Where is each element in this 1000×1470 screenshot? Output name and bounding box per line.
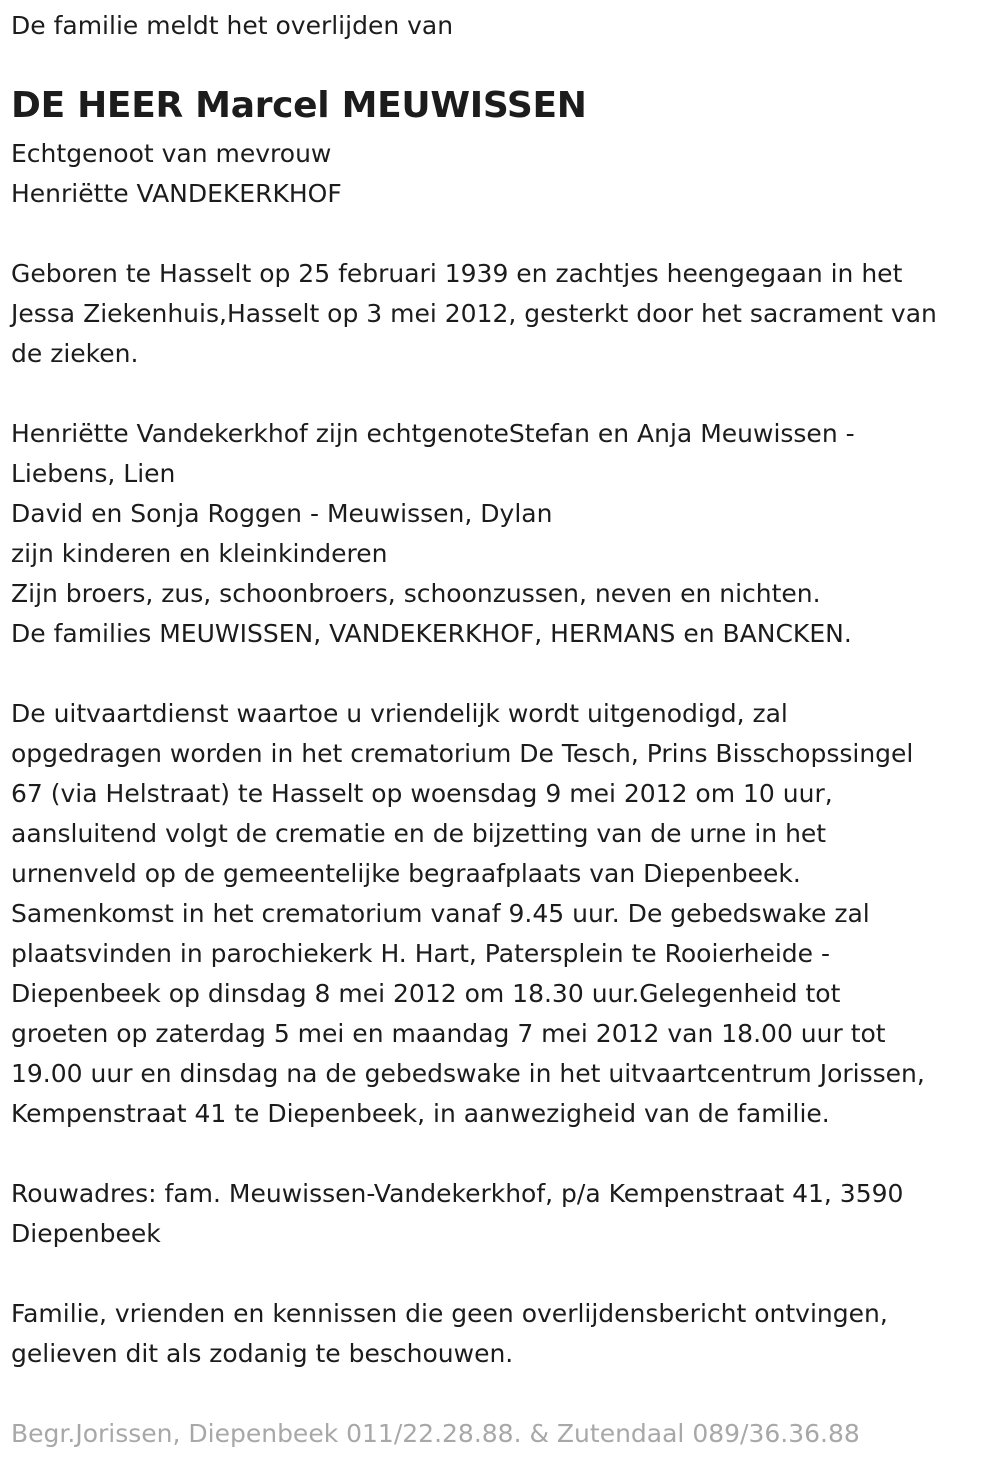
family-paragraph (11, 414, 855, 654)
paragraph-line: de zieken. (11, 339, 139, 368)
paragraph-line: De families MEUWISSEN, VANDEKERKHOF, HERMANS en BANCKEN. (11, 619, 852, 648)
spouse-line: Echtgenoot van mevrouw (11, 139, 332, 168)
paragraph-line: Zijn broers, zus, schoonbroers, schoonzussen, neven en nichten. (11, 579, 821, 608)
paragraph-line: groeten op zaterdag 5 mei en maandag 7 mei 2012 van 18.00 uur tot (11, 1019, 886, 1048)
paragraph-line: zijn kinderen en kleinkinderen (11, 539, 388, 568)
birth-death-paragraph (11, 254, 937, 374)
paragraph-line: Diepenbeek (11, 1219, 161, 1248)
paragraph-line: plaatsvinden in parochiekerk H. Hart, Patersplein te Rooierheide - (11, 939, 831, 968)
deceased-name: DE HEER Marcel MEUWISSEN (11, 85, 587, 126)
paragraph-line: 67 (via Helstraat) te Hasselt op woensdag 9 mei 2012 om 10 uur, (11, 779, 833, 808)
paragraph-line: David en Sonja Roggen - Meuwissen, Dylan (11, 499, 553, 528)
paragraph-line: Familie, vrienden en kennissen die geen overlijdensbericht ontvingen, (11, 1299, 888, 1328)
intro-text: De familie meldt het overlijden van (11, 11, 454, 40)
paragraph-line: Henriëtte Vandekerkhof zijn echtgenoteStefan en Anja Meuwissen - (11, 419, 855, 448)
funeral-service-paragraph (11, 694, 925, 1134)
paragraph-line: opgedragen worden in het crematorium De Tesch, Prins Bisschopssingel (11, 739, 914, 768)
paragraph-line: 19.00 uur en dinsdag na de gebedswake in het uitvaartcentrum Jorissen, (11, 1059, 925, 1088)
paragraph-line: Jessa Ziekenhuis,Hasselt op 3 mei 2012, gesterkt door het sacrament van (11, 299, 937, 328)
paragraph-line: Diepenbeek op dinsdag 8 mei 2012 om 18.30 uur.Gelegenheid tot (11, 979, 841, 1008)
notice-paragraph (11, 1294, 888, 1374)
spouse-section (11, 134, 342, 214)
paragraph-line: aansluitend volgt de crematie en de bijzetting van de urne in het (11, 819, 827, 848)
paragraph-line: Samenkomst in het crematorium vanaf 9.45 uur. De gebedswake zal (11, 899, 870, 928)
spouse-line: Henriëtte VANDEKERKHOF (11, 179, 342, 208)
paragraph-line: Kempenstraat 41 te Diepenbeek, in aanwezigheid van de familie. (11, 1099, 830, 1128)
paragraph-line: Liebens, Lien (11, 459, 176, 488)
paragraph-line: Rouwadres: fam. Meuwissen-Vandekerkhof, p/a Kempenstraat 41, 3590 (11, 1179, 904, 1208)
paragraph-line: Geboren te Hasselt op 25 februari 1939 en zachtjes heengegaan in het (11, 259, 903, 288)
paragraph-line: De uitvaartdienst waartoe u vriendelijk wordt uitgenodigd, zal (11, 699, 788, 728)
paragraph-line: urnenveld op de gemeentelijke begraafplaats van Diepenbeek. (11, 859, 801, 888)
paragraph-line: gelieven dit als zodanig te beschouwen. (11, 1339, 514, 1368)
funeral-home-footer: Begr.Jorissen, Diepenbeek 011/22.28.88. & Zutendaal 089/36.36.88 (11, 1419, 860, 1448)
mourning-address (11, 1174, 903, 1254)
